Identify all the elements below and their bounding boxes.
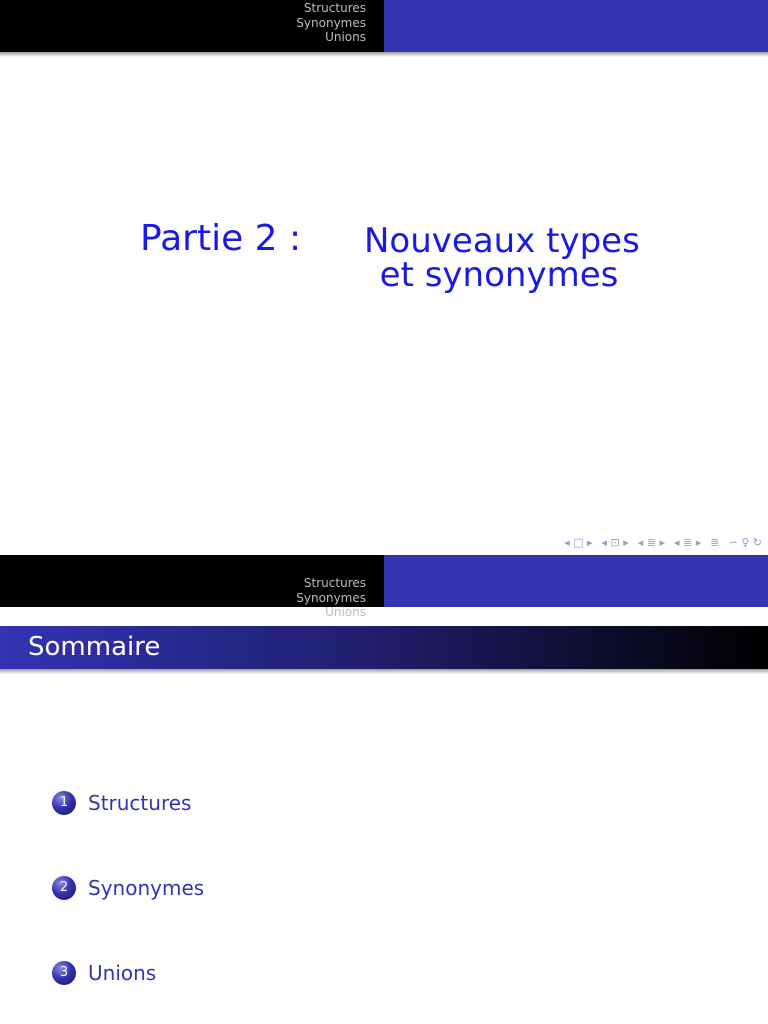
align-icon[interactable]: ≣ <box>710 536 720 549</box>
nav-section-synonymes[interactable]: Synonymes <box>296 590 366 605</box>
beamer-navigation-symbols <box>564 537 762 549</box>
part-subtitle <box>364 221 640 295</box>
header-accent <box>384 0 768 52</box>
slide-nav-icon[interactable]: ◂ □ ▸ <box>564 536 593 549</box>
part-label: Partie 2 : <box>140 218 302 259</box>
toc-label[interactable]: Unions <box>88 961 157 985</box>
nav-section-unions[interactable]: Unions <box>325 30 366 44</box>
nav-section-structures[interactable]: Structures <box>303 1 366 15</box>
toc-item-structures[interactable] <box>52 790 652 816</box>
frame-nav-icon[interactable]: ◂ ⊡ ▸ <box>601 536 629 549</box>
slide-sommaire <box>0 555 768 1024</box>
header-bar <box>0 0 768 52</box>
header-accent <box>384 555 768 607</box>
nav-section-unions[interactable]: Unions <box>325 605 366 619</box>
frame-title-shadow <box>0 669 768 674</box>
nav-section-synonymes[interactable]: Synonymes <box>296 15 366 30</box>
toc-number-ball-icon: 3 <box>52 961 76 985</box>
toc-number-ball-icon: 2 <box>52 876 76 900</box>
search-icon[interactable]: ∽ ♀ ↻ <box>728 536 762 549</box>
header-shadow <box>0 52 768 57</box>
frame-title-bar <box>0 626 768 669</box>
nav-section-structures[interactable]: Structures <box>303 576 366 590</box>
header-bar <box>0 555 768 619</box>
section-navigation <box>0 555 384 619</box>
toc-item-unions[interactable] <box>52 960 652 986</box>
toc-label[interactable]: Structures <box>88 791 192 815</box>
toc-number-ball-icon: 1 <box>52 791 76 815</box>
section-nav-icon[interactable]: ◂ ≣ ▸ <box>637 536 666 549</box>
toc-item-synonymes[interactable] <box>52 875 652 901</box>
part-subtitle-line-1: Nouveaux types <box>364 221 640 261</box>
section-navigation <box>0 0 384 52</box>
toc-label[interactable]: Synonymes <box>88 876 205 900</box>
subsection-nav-icon[interactable]: ◂ ≣ ▸ <box>674 536 702 549</box>
frame-title: Sommaire <box>28 632 161 662</box>
part-subtitle-line-2: et synonymes <box>379 255 619 295</box>
table-of-contents <box>52 790 652 1024</box>
